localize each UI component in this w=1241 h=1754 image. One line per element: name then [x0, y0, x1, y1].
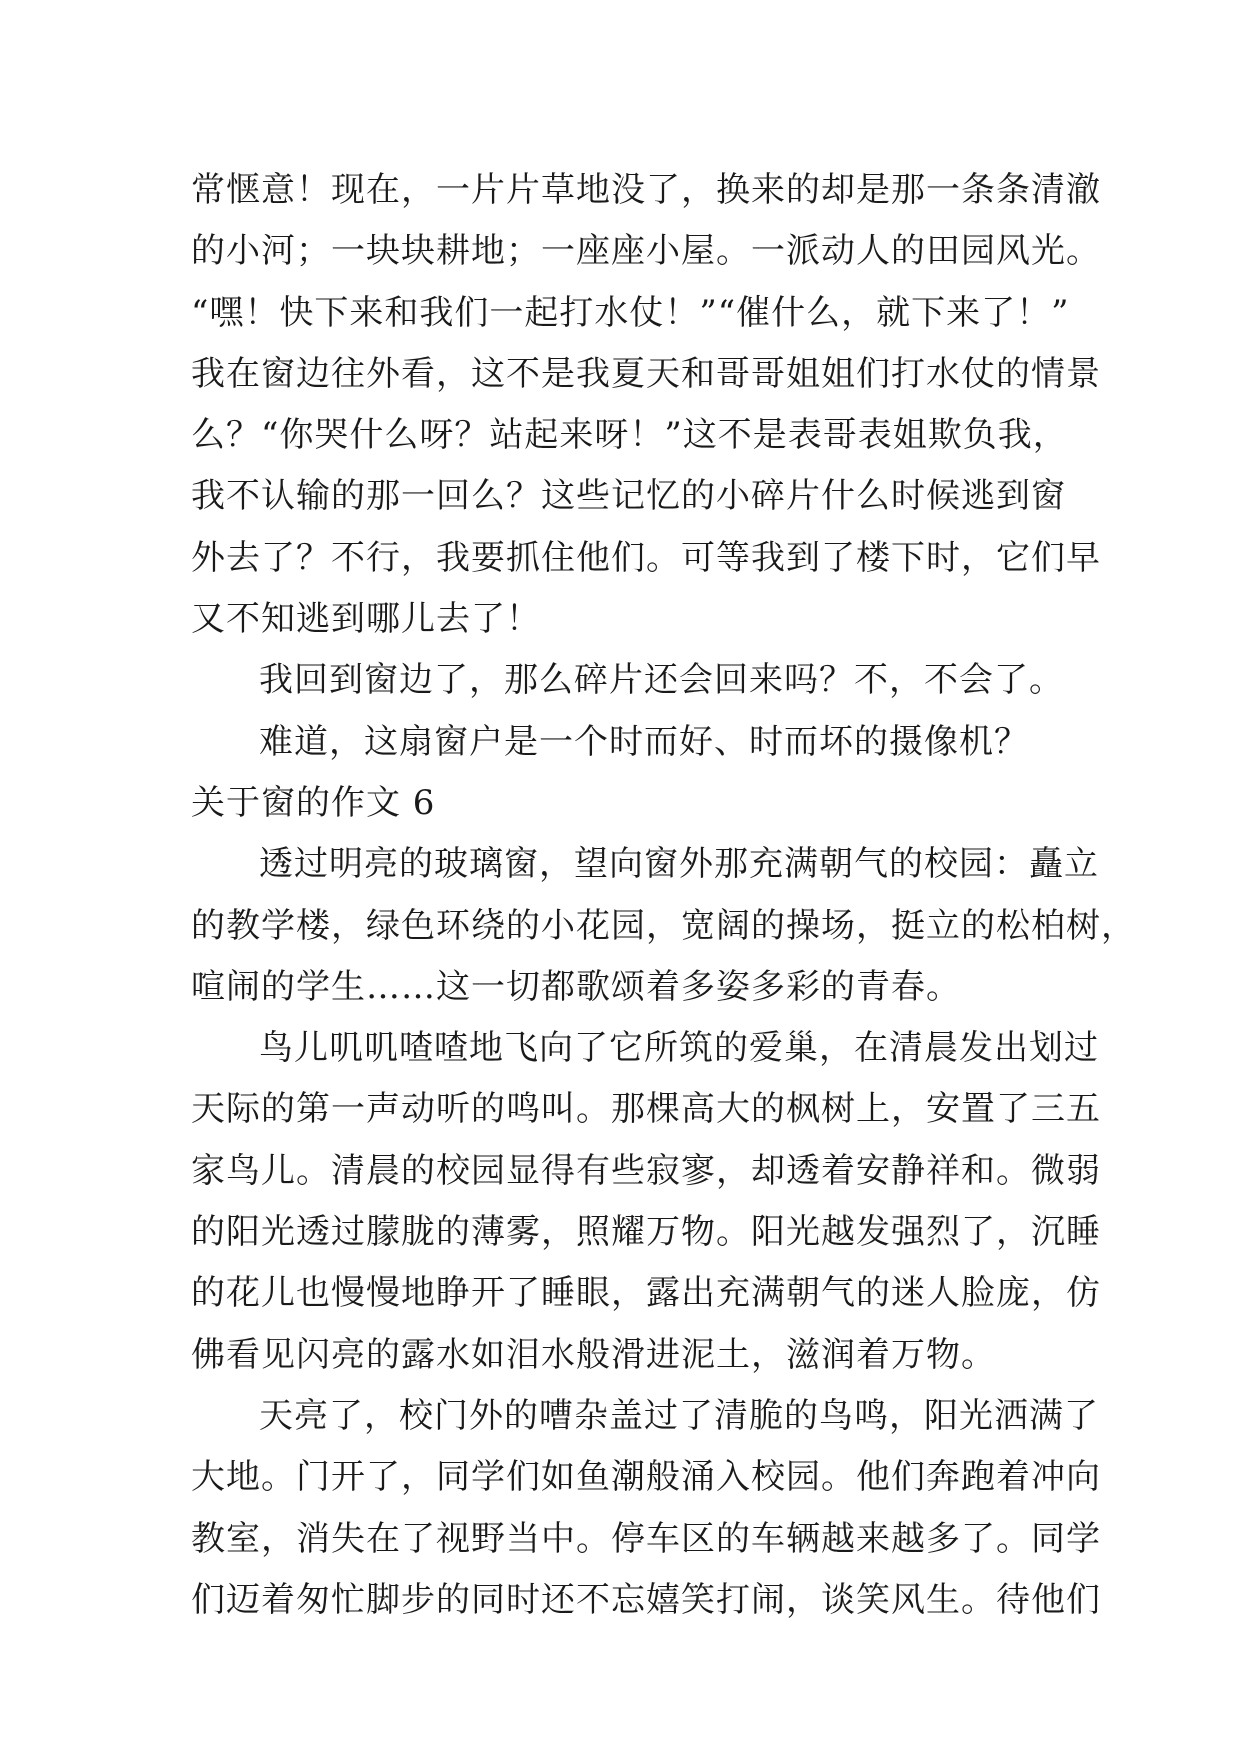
text-line: 外去了？不行，我要抓住他们。可等我到了楼下时，它们早 — [191, 537, 1101, 578]
text-line: 大地。门开了，同学们如鱼潮般涌入校园。他们奔跑着冲向 — [191, 1457, 1101, 1498]
text-line: 的花儿也慢慢地睁开了睡眼，露出充满朝气的迷人脸庞，仿 — [191, 1273, 1101, 1314]
text-line: 喧闹的学生……这一切都歌颂着多姿多彩的青春。 — [191, 966, 961, 1007]
text-line: 常惬意！现在，一片片草地没了，换来的却是那一条条清澈 — [191, 170, 1101, 210]
text-line: 的教学楼，绿色环绕的小花园，宽阔的操场，挺立的松柏树， — [191, 905, 1136, 946]
text-line: 我在窗边往外看，这不是我夏天和哥哥姐姐们打水仗的情景 — [191, 353, 1101, 394]
text-line: 教室，消失在了视野当中。停车区的车辆越来越多了。同学 — [191, 1518, 1101, 1559]
section-title: 关于窗的作文 6 — [191, 782, 436, 823]
paragraph-line: 透过明亮的玻璃窗，望向窗外那充满朝气的校园：矗立 — [259, 844, 1099, 885]
text-line: 我不认输的那一回么？这些记忆的小碎片什么时候逃到窗 — [191, 476, 1066, 517]
text-line: 的小河；一块块耕地；一座座小屋。一派动人的田园风光。 — [191, 231, 1101, 272]
paragraph-line: 难道，这扇窗户是一个时而好、时而坏的摄像机？ — [259, 721, 1029, 762]
text-line: 佛看见闪亮的露水如泪水般滑进泥土，滋润着万物。 — [191, 1334, 996, 1375]
text-line: 又不知逃到哪儿去了！ — [191, 599, 541, 640]
text-line: 家鸟儿。清晨的校园显得有些寂寥，却透着安静祥和。微弱 — [191, 1150, 1101, 1191]
paragraph-line: 我回到窗边了，那么碎片还会回来吗？不，不会了。 — [259, 660, 1064, 701]
paragraph-line: 鸟儿叽叽喳喳地飞向了它所筑的爱巢，在清晨发出划过 — [259, 1028, 1099, 1069]
paragraph-line: 天亮了，校门外的嘈杂盖过了清脆的鸟鸣，阳光洒满了 — [259, 1395, 1099, 1436]
document-body — [191, 160, 1136, 1631]
text-line: 们迈着匆忙脚步的同时还不忘嬉笑打闹，谈笑风生。待他们 — [191, 1579, 1101, 1620]
text-line: “嘿！快下来和我们一起打水仗！”“催什么，就下来了！” — [191, 292, 1070, 333]
text-line: 天际的第一声动听的鸣叫。那棵高大的枫树上，安置了三五 — [191, 1089, 1101, 1130]
text-line: 么？“你哭什么呀？站起来呀！”这不是表哥表姐欺负我， — [191, 415, 1068, 456]
text-line: 的阳光透过朦胧的薄雾，照耀万物。阳光越发强烈了，沉睡 — [191, 1212, 1101, 1253]
